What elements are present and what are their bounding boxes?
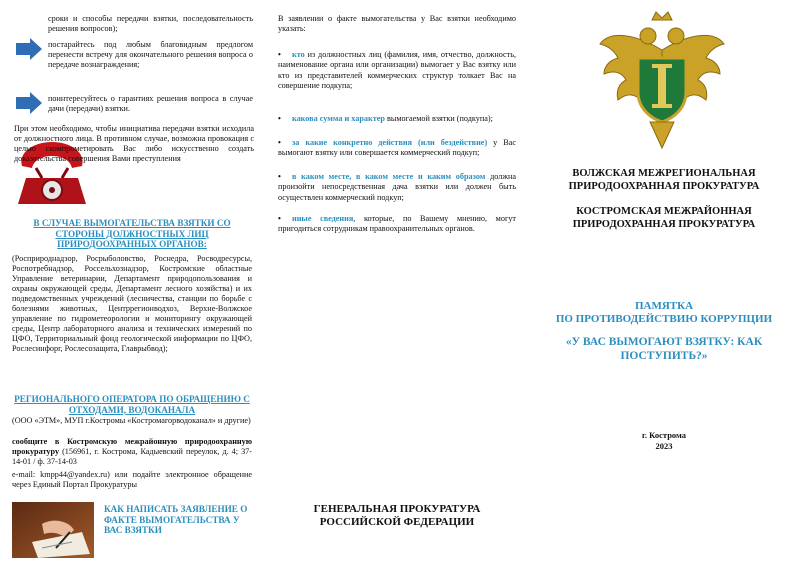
arrow-right-icon — [16, 38, 42, 60]
email-text: e-mail: kmpp44@yandex.ru) или подайте электронное обращение через Единый Портал Прокуратуры — [12, 470, 252, 489]
org-title-kostroma: КОСТРОМСКАЯ МЕЖРАЙОННАЯ ПРИРОДОХРАННАЯ ПРОКУРАТУРА — [572, 206, 756, 230]
city-year: г. Кострома 2023 — [642, 430, 686, 451]
statement-item-actions: • за какие конкретно действия (или бездействие) у Вас вымогают взятку или совершается коммерческий подкуп; — [278, 138, 516, 158]
list-item-guarantees: поинтересуйтесь о гарантиях решения вопроса в случае дачи (передачи) взятки. — [48, 94, 253, 113]
report-instructions: сообщите в Костромскую межрайонную природоохранную прокуратуру (156961, г. Кострома, Кадыевский переулок, д. 4; 37-14-01 / ф. 37-14-03 — [12, 437, 252, 466]
left-column — [0, 0, 262, 565]
statement-item-other: • иные сведения, которые, по Вашему мнению, могут пригодиться сотрудникам правоохранительных органов. — [278, 214, 516, 234]
org-title-volga: ВОЛЖСКАЯ МЕЖРЕГИОНАЛЬНАЯ ПРИРОДООХРАННАЯ ПРОКУРАТУРА — [568, 168, 760, 192]
writing-hand-photo — [12, 502, 94, 558]
operator-heading: РЕГИОНАЛЬНОГО ОПЕРАТОРА ПО ОБРАЩЕНИЮ С ОТХОДАМИ, ВОДОКАНАЛА — [14, 394, 250, 415]
agencies-list: (Росприроднадзор, Росрыболовство, Роснедра, Росводресурсы, Роспотребнадзор, Россельхознадзор, Костромские областные Управление ветеринарии, Департамент природопользования и охраны окружающей среды, Департамент лесного хозяйства) и их подведомственных учреждений (лесничества, станции по борьбе с болезнями животных, Центррегионводхоз, Верхне-Волжское управление по гидрометеорологии и мониторингу окружающей среды, Центр лабораторного анализа и технических измерений по ЦФО, Территориальный фонд геологической информации по ЦФО, Рослесинфорг, Рослесозащита, Главрыбвод); — [12, 254, 252, 353]
prosecutor-emblem — [596, 10, 728, 152]
statement-item-amount: • какова сумма и характер вымогаемой взятки (подкупа); — [278, 114, 493, 123]
how-to-write-heading: КАК НАПИСАТЬ ЗАЯВЛЕНИЕ О ФАКТЕ ВЫМОГАТЕЛЬСТВА У ВАС ВЗЯТКИ — [104, 504, 248, 536]
list-item-tail: сроки и способы передачи взятки, последовательность решения вопросов); — [48, 14, 253, 33]
statement-intro: В заявлении о факте вымогательства у Вас взятки необходимо указать: — [278, 14, 516, 33]
middle-column — [262, 0, 528, 565]
statement-item-place: • в каком месте, в каком месте и каким образом должна произойти непосредственная дача взятки или должен быть осуществлен коммерческий подкуп; — [278, 172, 516, 202]
memo-title: ПАМЯТКА ПО ПРОТИВОДЕЙСТВИЮ КОРРУПЦИИ — [555, 300, 773, 326]
footer-org-title: ГЕНЕРАЛЬНАЯ ПРОКУРАТУРА РОССИЙСКОЙ ФЕДЕРАЦИИ — [313, 503, 481, 529]
right-column — [528, 0, 800, 565]
extortion-heading: В СЛУЧАЕ ВЫМОГАТЕЛЬСТВА ВЗЯТКИ СО СТОРОНЫ ДОЛЖНОСТНЫХ ЛИЦ ПРИРОДООХРАННЫХ ОРГАНОВ: — [33, 218, 231, 250]
memo-question: «У ВАС ВЫМОГАЮТ ВЗЯТКУ: КАК ПОСТУПИТЬ?» — [565, 336, 763, 362]
operator-text: (ООО «ЭТМ», МУП г.Костромы «Костромагорводоканал» и другие) — [12, 416, 251, 425]
list-item-postpone: постарайтесь под любым благовидным предлогом перенести встречу для окончательного решения вопроса о передаче вознаграждения; — [48, 40, 253, 69]
statement-item-who: • кто из должностных лиц (фамилия, имя, отчество, должность, наименование органа или организации) вымогает у Вас взятку или кто из представителей коммерческих структур толкает Вас на совершение подкупа; — [278, 50, 516, 90]
initiative-text: При этом необходимо, чтобы инициатива передачи взятки исходила от должностного лица. В противном случае, возможна провокация с целью скомпрометировать Вас либо искусственно создать доказательства совершения Вами преступления — [14, 124, 254, 163]
arrow-right-icon — [16, 92, 42, 114]
